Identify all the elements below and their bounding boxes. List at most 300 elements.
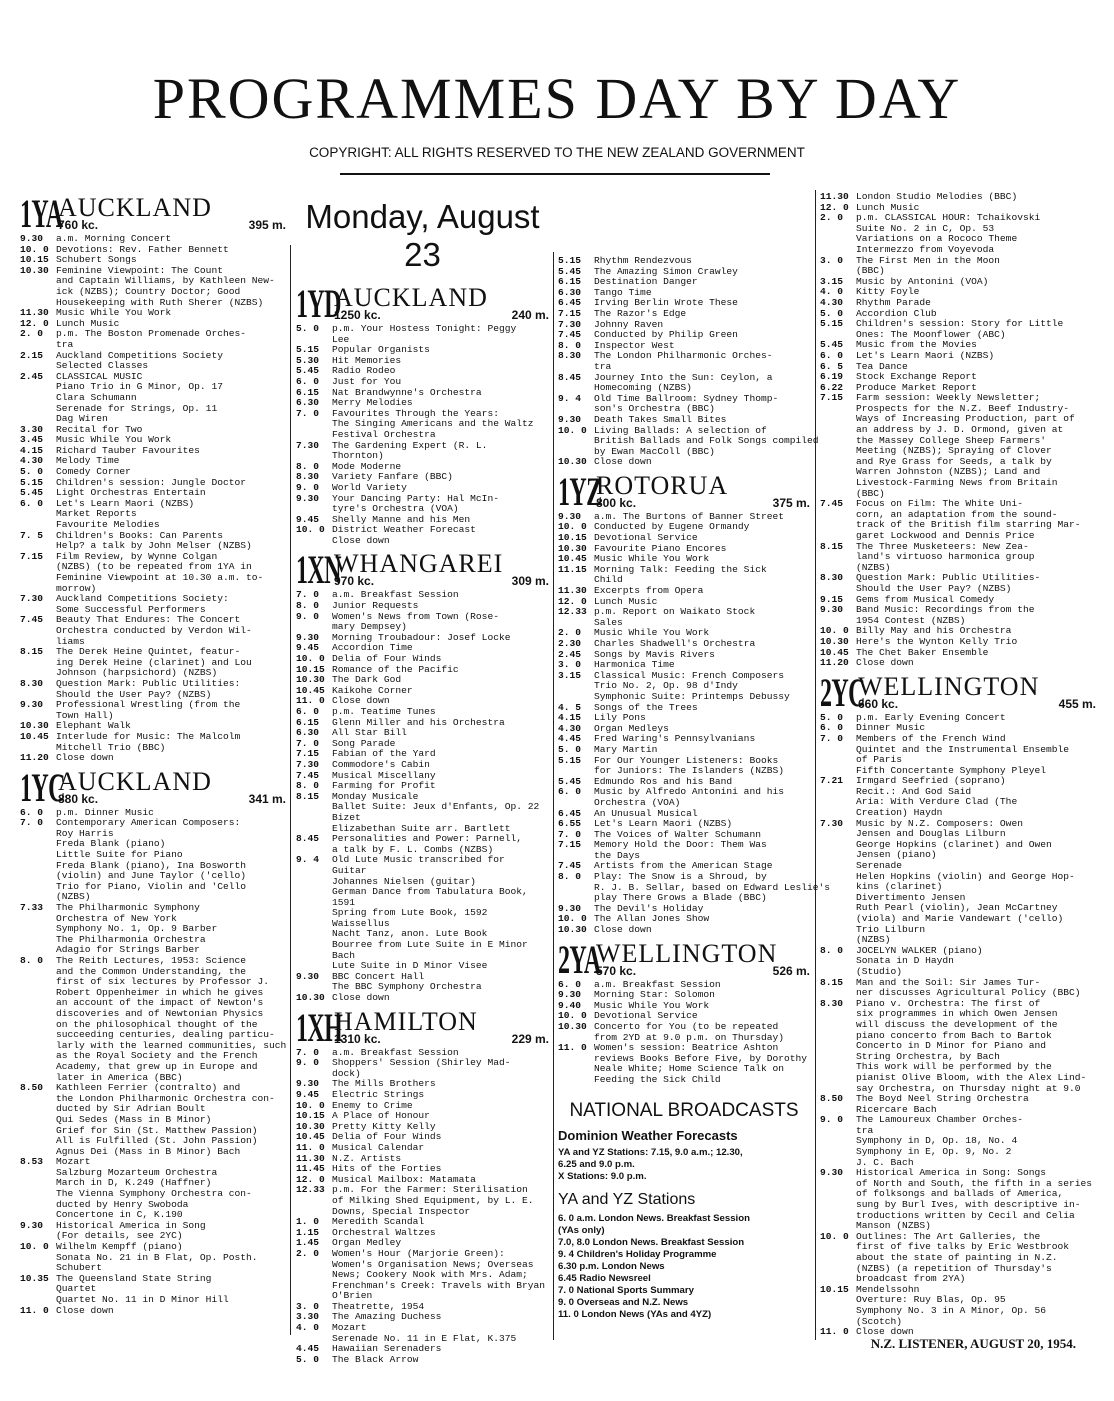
item-time xyxy=(20,340,56,351)
item-text: Serenade for Strings, Op. 11 xyxy=(56,402,218,414)
item-time xyxy=(820,797,856,808)
item-time: 9.30 xyxy=(20,1219,44,1231)
item-time: 7.33 xyxy=(20,902,44,914)
item-time xyxy=(20,1009,56,1020)
item-text: Salzburg Mozarteum Orchestra xyxy=(56,1166,218,1178)
item-time xyxy=(296,1260,332,1271)
item-text: piano concerto from Bach to Bartok xyxy=(856,1029,1052,1041)
item-time: 9.30 xyxy=(296,631,320,643)
item-text: Farm session: Weekly Newsletter; xyxy=(856,392,1041,404)
item-text: London Studio Melodies (BBC) xyxy=(856,191,1018,202)
item-text: Intermezzo from Voyevoda xyxy=(856,243,995,255)
item-text: The Three Musketeers: New Zea- xyxy=(856,540,1029,552)
item-time: 10.30 xyxy=(20,720,49,732)
item-text: Melody Time xyxy=(56,455,120,467)
item-time xyxy=(820,956,856,967)
item-text: Homecoming (NZBS) xyxy=(594,382,692,394)
item-time: 8.45 xyxy=(296,833,320,845)
item-text: Festival Orchestra xyxy=(332,428,436,440)
item-text: Women's Hour (Marjorie Green): xyxy=(332,1247,505,1259)
item-text: Waissellus xyxy=(332,917,390,929)
item-text: Hawaiian Serenaders xyxy=(332,1343,442,1355)
item-text: Schubert xyxy=(56,1262,103,1274)
item-text: larly with the learned communities, such xyxy=(56,1039,287,1051)
schedule-item xyxy=(820,1020,1096,1031)
item-text: p.m. Teatime Tunes xyxy=(332,706,436,717)
item-time: 6. 0 xyxy=(20,497,44,509)
item-text: Here's the Wynton Kelly Trio xyxy=(856,635,1018,647)
item-time: 7. 0 xyxy=(20,817,44,829)
item-time: 9.30 xyxy=(558,989,582,1001)
item-text: Commodore's Cabin xyxy=(332,758,430,770)
item-text: Classical Music: French Composers xyxy=(594,669,784,681)
item-time: 10. 0 xyxy=(20,1241,49,1253)
schedule-item xyxy=(20,393,286,404)
item-time xyxy=(820,1062,856,1073)
item-time: 8.15 xyxy=(20,646,44,658)
station-frequency: 1250 kc. xyxy=(334,308,381,322)
station-callsign: 1YD xyxy=(296,281,341,326)
item-text: six programmes in which Owen Jensen xyxy=(856,1008,1058,1020)
item-text: on the philosophical thought of the xyxy=(56,1018,258,1030)
title-rule xyxy=(340,173,770,175)
item-time: 10.15 xyxy=(820,1283,849,1295)
item-time xyxy=(20,924,56,935)
item-text: reviews Books Before Five, by Dorothy xyxy=(594,1052,808,1064)
item-text: Music While You Work xyxy=(594,999,710,1011)
item-time: 7. 0 xyxy=(296,589,320,601)
item-time: 12. 0 xyxy=(558,595,587,607)
item-time: 10.15 xyxy=(296,1110,325,1122)
column-divider xyxy=(553,252,554,1340)
item-time: 6. 0 xyxy=(20,806,44,818)
station-header xyxy=(296,281,549,326)
item-time xyxy=(558,681,594,692)
item-text: Johannes Nielsen (guitar) xyxy=(332,875,476,887)
item-text: ner discusses Agricultural Policy (BBC) xyxy=(856,987,1081,999)
item-time: 9. 0 xyxy=(296,1057,320,1069)
item-text: Electric Strings xyxy=(332,1089,425,1100)
item-text: the London Philharmonic Orchestra con- xyxy=(56,1092,275,1104)
item-text: J. C. Bach xyxy=(856,1156,914,1168)
item-time: 7. 0 xyxy=(296,407,320,419)
item-text: March in D, K.249 (Haffner) xyxy=(56,1177,212,1189)
item-text: Housekeeping with Ruth Sherer (NZBS) xyxy=(56,296,264,308)
item-text: Mode Moderne xyxy=(332,460,402,472)
item-time xyxy=(820,531,856,542)
item-time: 7.45 xyxy=(820,498,844,510)
item-text: Gems from Musical Comedy xyxy=(856,593,995,605)
item-time xyxy=(820,1020,856,1031)
item-time: 8. 0 xyxy=(820,944,844,956)
item-time: 8. 0 xyxy=(20,955,44,966)
item-text: Romance of the Pacific xyxy=(332,663,459,675)
item-text: Suite No. 2 in C, Op. 53 xyxy=(856,222,995,234)
item-time: 2. 0 xyxy=(296,1247,320,1259)
item-time: 10.30 xyxy=(558,456,587,468)
item-text: later in America (BBC) xyxy=(56,1071,183,1083)
item-text: Clara Schumann xyxy=(56,391,137,403)
item-time xyxy=(820,872,856,883)
item-time: 12.33 xyxy=(296,1184,325,1196)
column-1 xyxy=(20,190,286,1335)
item-text: Selected Classes xyxy=(56,360,149,372)
item-time: 8.30 xyxy=(20,677,44,689)
national-schedule-line: 9. 4 Children's Holiday Programme xyxy=(558,1248,717,1260)
item-text: Bach xyxy=(332,949,356,961)
item-text: Symphony No. 1, Op. 9 Barber xyxy=(56,923,218,935)
item-text: Overture: Ruy Blas, Op. 95 xyxy=(856,1294,1006,1306)
item-time: 7.30 xyxy=(20,593,44,605)
item-text: Conducted by Eugene Ormandy xyxy=(594,521,750,533)
item-time: 5. 0 xyxy=(820,307,844,319)
item-text: Favourite Piano Encores xyxy=(594,542,727,554)
item-text: Ones: The Moonflower (ABC) xyxy=(856,328,1006,340)
item-time xyxy=(820,1200,856,1211)
item-text: Hits of the Forties xyxy=(332,1163,442,1175)
item-text: News; Cookery Nook with Mrs. Adam; xyxy=(332,1269,528,1281)
item-time: 7. 5 xyxy=(20,529,44,541)
item-time: 6.55 xyxy=(558,818,582,830)
item-text: German Dance from Tabulatura Book, xyxy=(332,886,528,898)
station-meta xyxy=(58,194,286,232)
item-text: Meeting (NZBS); Spraying of Clover xyxy=(856,445,1052,457)
item-time: 10.15 xyxy=(296,663,325,675)
item-text: Let's Learn Maori (NZBS) xyxy=(856,349,995,361)
item-time xyxy=(296,866,332,877)
item-text: about the state of painting in N.Z. xyxy=(856,1252,1058,1263)
item-time: 9.30 xyxy=(820,1167,844,1179)
item-time: 11. 0 xyxy=(558,1042,587,1054)
item-time: 5.45 xyxy=(20,487,44,499)
item-time: 6. 5 xyxy=(820,360,844,372)
item-time: 10.15 xyxy=(558,532,587,544)
item-time: 2. 0 xyxy=(558,627,582,639)
item-time: 11.45 xyxy=(296,1163,325,1175)
item-text: Jensen (piano) xyxy=(856,849,937,861)
item-text: the Massey College Sheep Farmers' xyxy=(856,434,1046,446)
item-text: Popular Organists xyxy=(332,344,430,356)
item-text: The Allan Jones Show xyxy=(594,913,710,925)
item-text: R. J. B. Sellar, based on Edward Leslie's xyxy=(594,881,831,893)
item-time: 6.19 xyxy=(820,371,844,383)
item-text: sung by Burl Ives, with descriptive in- xyxy=(856,1199,1081,1211)
item-time: 9. 0 xyxy=(296,610,320,622)
item-time xyxy=(20,998,56,1009)
item-time: 6.30 xyxy=(558,286,582,298)
item-text: Memory Hold the Door: Them Was xyxy=(594,839,767,851)
item-text: The Dark God xyxy=(332,674,402,686)
item-text: Dinner Music xyxy=(856,722,926,734)
item-time: 11.30 xyxy=(296,1152,325,1164)
schedule-item xyxy=(820,351,1096,362)
item-text: District Weather Forecast xyxy=(332,524,476,536)
item-text: Variety Fanfare (BBC) xyxy=(332,471,453,483)
schedule-item xyxy=(820,531,1096,542)
station-frequency: 880 kc. xyxy=(58,791,99,806)
item-text: Organ Medley xyxy=(332,1237,402,1249)
item-time: 6. 0 xyxy=(296,706,320,717)
item-text: Close down xyxy=(332,695,390,707)
item-time xyxy=(296,1196,332,1207)
item-text: ick (NZBS); Country Doctor; Good xyxy=(56,285,241,297)
item-text: a talk by F. L. Combs (NZBS) xyxy=(332,843,494,855)
item-time: 12. 0 xyxy=(296,1173,325,1185)
schedule-item xyxy=(20,573,286,584)
item-time: 7.15 xyxy=(558,839,582,851)
schedule-item xyxy=(820,914,1096,925)
item-time: 4.45 xyxy=(296,1343,320,1355)
item-text: Organ Medleys xyxy=(594,722,669,734)
schedule-item xyxy=(820,245,1096,256)
item-text: Lute Suite in D Minor Visee xyxy=(332,960,488,972)
station-header xyxy=(558,468,810,514)
item-text: Mendelssohn xyxy=(856,1283,920,1295)
item-text: Let's Learn Maori (NZBS) xyxy=(56,497,195,509)
item-text: A Place of Honour xyxy=(332,1110,430,1122)
item-text: succeeding centuries, dealing particu- xyxy=(56,1029,275,1041)
item-time xyxy=(820,1179,856,1190)
item-text: Women's session: Beatrice Ashton xyxy=(594,1042,779,1054)
item-text: Merry Melodies xyxy=(332,397,413,409)
item-text: p.m. Dinner Music xyxy=(56,806,154,818)
item-time: 6. 0 xyxy=(820,349,844,361)
item-time xyxy=(820,414,856,425)
item-time xyxy=(20,1051,56,1062)
item-text: Destination Danger xyxy=(594,276,698,288)
item-time xyxy=(820,1052,856,1063)
item-time xyxy=(20,276,56,287)
item-text: garet Lockwood and Dennis Price xyxy=(856,530,1035,541)
schedule-item xyxy=(820,734,1096,745)
item-time xyxy=(820,1126,856,1137)
item-text: (NZBS) xyxy=(856,934,891,946)
item-time xyxy=(820,224,856,235)
item-text: pianist Olive Bloom, with the Alex Lind- xyxy=(856,1071,1087,1083)
schedule-item xyxy=(820,637,1096,648)
item-time: 6.45 xyxy=(558,807,582,819)
item-time: 7.30 xyxy=(296,758,320,770)
item-text: Freda Blank (piano), Ina Bosworth xyxy=(56,859,246,871)
station-frequency: 970 kc. xyxy=(334,574,375,589)
item-time: 12. 0 xyxy=(20,317,49,329)
item-time xyxy=(558,362,594,373)
item-text: Historical America in Song xyxy=(56,1219,206,1231)
item-text: Close down xyxy=(594,456,652,468)
item-time xyxy=(20,829,56,840)
item-text: (BBC) xyxy=(856,265,885,277)
item-text: The Boyd Neel String Orchestra xyxy=(856,1093,1029,1105)
item-time: 5. 0 xyxy=(558,743,582,755)
item-time: 7.15 xyxy=(296,748,320,760)
schedule-item xyxy=(820,298,1096,309)
copyright-line: COPYRIGHT: ALL RIGHTS RESERVED TO THE NEW ZEALAND GOVERNMENT xyxy=(309,145,805,160)
item-text: Frenchman's Creek: Travels with Bryan xyxy=(332,1279,546,1291)
item-time xyxy=(820,1211,856,1222)
item-text: Kathleen Ferrier (contralto) and xyxy=(56,1082,241,1094)
station-header xyxy=(20,764,286,810)
weather-forecasts-title: Dominion Weather Forecasts xyxy=(558,1127,738,1143)
item-time: 7.45 xyxy=(558,860,582,872)
item-text: World Variety xyxy=(332,481,407,493)
schedule-item xyxy=(558,256,810,267)
item-text: Conducted by Philip Green xyxy=(594,329,738,341)
item-text: Robert Oppenheimer in which he gives xyxy=(56,986,264,998)
item-text: BBC Concert Hall xyxy=(332,970,425,982)
item-text: (For details, see 2YC) xyxy=(56,1230,183,1242)
item-time: 3.15 xyxy=(820,275,844,287)
item-text: of Milking Shed Equipment, by L. E. xyxy=(332,1194,534,1206)
item-text: first of six lectures by Professor J. xyxy=(56,976,270,988)
item-text: String Orchestra, by Bach xyxy=(856,1050,1000,1062)
item-text: The Reith Lectures, 1953: Science xyxy=(56,955,246,966)
schedule-item xyxy=(296,1355,549,1366)
item-time: 3. 0 xyxy=(820,254,844,266)
item-text: Grief for Sin (St. Matthew Passion) xyxy=(56,1124,258,1136)
item-text: Musical Mailbox: Matamata xyxy=(332,1173,476,1185)
item-text: Bizet xyxy=(332,811,361,823)
item-text: Music While You Work xyxy=(594,627,710,639)
item-time: 7.15 xyxy=(558,307,582,319)
item-text: Sales xyxy=(594,616,623,628)
item-time xyxy=(820,755,856,766)
item-text: and the Common Understanding, the xyxy=(56,965,246,977)
item-time: 10.30 xyxy=(296,674,325,686)
station-callsign: 1XN xyxy=(296,547,341,593)
item-time: 5.15 xyxy=(558,754,582,766)
item-time xyxy=(820,467,856,478)
item-time: 5.30 xyxy=(296,354,320,366)
item-text: Junior Requests xyxy=(332,600,419,612)
item-text: Close down xyxy=(856,1326,914,1338)
national-schedule-line: 6.45 Radio Newsreel xyxy=(558,1272,651,1284)
item-time: 5. 0 xyxy=(296,1353,320,1365)
item-text: Symphonic Suite: Printemps Debussy xyxy=(594,690,790,702)
item-text: Man and the Soil: Sir James Tur- xyxy=(856,976,1041,988)
item-time: 11.20 xyxy=(820,657,849,669)
item-text: Should the User Pay? (NZBS) xyxy=(856,582,1012,594)
item-time xyxy=(296,887,332,898)
station-city: HAMILTON xyxy=(334,1006,478,1036)
ya-yz-stations-title: YA and YZ Stations xyxy=(558,1190,696,1208)
schedule-item xyxy=(558,309,810,320)
item-text: Quartet xyxy=(56,1283,97,1295)
item-time: 10.30 xyxy=(558,542,587,554)
item-text: Ricercare Bach xyxy=(856,1103,937,1115)
item-time xyxy=(820,840,856,851)
item-text: Town Hall) xyxy=(56,709,114,721)
item-text: dock) xyxy=(332,1067,361,1079)
item-text: Guitar xyxy=(332,864,367,876)
item-time: 10.30 xyxy=(558,1021,587,1032)
item-time: 5.45 xyxy=(296,365,320,377)
item-time: 7. 0 xyxy=(296,1046,320,1058)
station-meta xyxy=(334,550,549,588)
item-time: 7. 0 xyxy=(820,732,844,744)
station-wavelength: 455 m. xyxy=(1058,696,1096,711)
item-time: 10.30 xyxy=(296,992,325,1004)
item-text: Close down xyxy=(856,657,914,669)
item-text: Personalities and Power: Parnell, xyxy=(332,833,522,845)
item-text: a.m. Breakfast Session xyxy=(332,589,459,601)
station-callsign: 2YC xyxy=(820,669,865,715)
item-text: The Philharmonia Orchestra xyxy=(56,933,206,945)
item-text: Irmgard Seefried (soprano) xyxy=(856,775,1006,787)
item-time: 11.30 xyxy=(20,307,49,319)
item-time: 6. 0 xyxy=(296,375,320,387)
station-header xyxy=(820,669,1096,715)
item-time xyxy=(820,1136,856,1147)
station-wavelength: 240 m. xyxy=(511,308,549,322)
item-text: The Devil's Holiday xyxy=(594,902,704,914)
item-time xyxy=(558,1075,594,1086)
item-text: Johnson (harpsichord) (NZBS) xyxy=(56,667,218,679)
item-text: Variations on a Rococo Theme xyxy=(856,233,1018,245)
item-text: Music While You Work xyxy=(56,434,172,446)
item-text: Accordion Time xyxy=(332,642,413,654)
item-time: 1.15 xyxy=(296,1226,320,1238)
item-text: Auckland Competitions Society xyxy=(56,349,223,361)
item-text: O'Brien xyxy=(332,1290,373,1302)
footer-credit: N.Z. LISTENER, AUGUST 20, 1954. xyxy=(870,1336,1076,1351)
item-text: Music While You Work xyxy=(594,553,710,565)
item-text: broadcast from 2YA) xyxy=(856,1273,966,1285)
item-text: The Philharmonic Symphony xyxy=(56,902,200,914)
item-time: 8. 0 xyxy=(296,780,320,792)
schedule-item xyxy=(20,753,286,764)
item-text: Thornton) xyxy=(332,450,384,462)
item-text: track of the British film starring Mar- xyxy=(856,519,1081,531)
item-time: 10. 0 xyxy=(558,424,587,436)
item-text: Children's session: Jungle Doctor xyxy=(56,476,246,488)
item-time: 4.30 xyxy=(20,455,44,467)
item-time xyxy=(20,1168,56,1179)
item-text: an account of the impact of Newton's xyxy=(56,997,264,1009)
station-frequency: 760 kc. xyxy=(58,218,99,232)
item-time: 11.20 xyxy=(20,752,49,764)
schedule-item xyxy=(558,925,810,936)
item-text: Jensen and Douglas Lilburn xyxy=(856,828,1006,840)
item-time: 9.30 xyxy=(296,970,320,982)
item-text: Ways of Increasing Production, part of xyxy=(856,413,1075,425)
item-text: Close down xyxy=(56,752,114,764)
item-text: Fabian of the Yard xyxy=(332,748,436,760)
item-time: 7.30 xyxy=(296,439,320,451)
item-text: N.Z. Artists xyxy=(332,1152,402,1164)
item-time: 7. 0 xyxy=(296,737,320,749)
item-time xyxy=(20,1126,56,1137)
item-text: a.m. Morning Concert xyxy=(56,233,172,244)
item-time: 9. 0 xyxy=(820,1114,844,1126)
item-time: 4. 0 xyxy=(820,286,844,298)
item-time: 8. 0 xyxy=(558,339,582,351)
item-time xyxy=(820,234,856,245)
item-text: 1954 Contest (NZBS) xyxy=(856,614,966,626)
schedule-item xyxy=(558,745,810,756)
item-text: The First Men in the Moon xyxy=(856,254,1000,266)
item-time: 12. 0 xyxy=(820,201,849,213)
item-text: Ruth Pearl (violin), Jean McCartney xyxy=(856,902,1058,914)
station-frequency: 570 kc. xyxy=(596,963,637,978)
item-text: the Days xyxy=(594,849,641,861)
item-time xyxy=(20,861,56,872)
national-schedule-line: 6. 0 a.m. London News. Breakfast Session xyxy=(558,1212,750,1224)
item-text: The Amazing Duchess xyxy=(332,1311,442,1323)
item-text: George Hopkins (clarinet) and Owen xyxy=(856,838,1052,850)
station-meta xyxy=(596,940,810,978)
schedule-item xyxy=(296,760,549,771)
station-city: AUCKLAND xyxy=(58,766,212,796)
